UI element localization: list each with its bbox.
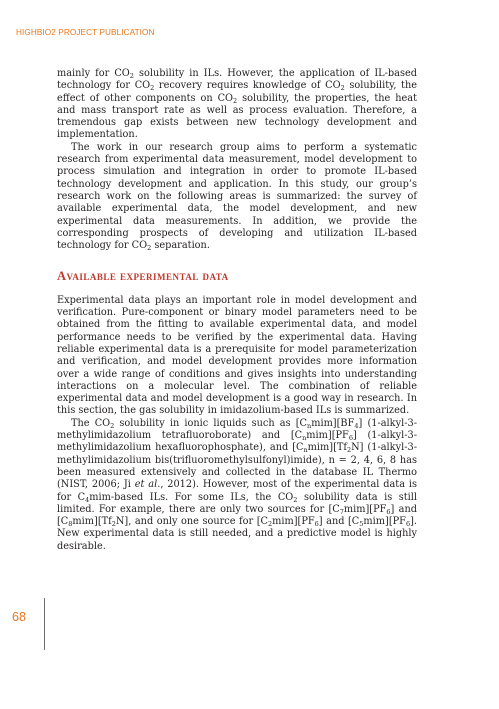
text-run: solubility in ILs. However, the application of IL-based technology for CO	[57, 68, 418, 92]
subscript: 2	[340, 84, 345, 93]
subscript: n	[302, 434, 307, 443]
margin-rule	[44, 598, 45, 650]
text-run: ] and [C	[318, 516, 360, 528]
text-run: The work in our research group aims to perform a systematic research from experimental data measurement, model development to process simulation and integration in order to promote IL-based technology development and application. In this study, our group’s research work on the following areas is summarized: the survey of available experimental data, the model development, and new experimental data measurements. In addition, we provide the corresponding prospects of developing and utilization IL-based technology for CO	[57, 141, 417, 252]
body-text	[57, 68, 417, 553]
text-run: separation.	[151, 240, 210, 252]
subscript: 6	[405, 520, 411, 529]
subscript: 7	[339, 507, 344, 516]
italic-text: et al	[134, 479, 158, 491]
subscript: n	[303, 446, 308, 455]
text-run: mim-based ILs. For some ILs, the CO	[89, 491, 294, 503]
subscript: 6	[386, 507, 391, 516]
running-header: HIGHBIO2 PROJECT PUBLICATION	[16, 28, 155, 37]
paragraph-2	[57, 142, 417, 253]
subscript: 4	[85, 495, 90, 504]
text-run: solubility in ionic liquids such as [C	[114, 417, 308, 429]
subscript: 5	[359, 520, 364, 529]
subscript: 6	[314, 520, 319, 529]
text-run: mim][BF	[311, 417, 355, 429]
text-run: mim][Tf	[72, 516, 112, 528]
paragraph-4	[57, 418, 417, 553]
text-run: solubility, the effect of other components on CO	[57, 80, 418, 104]
text-run: ]. New experimental data is still needed, and a predictive model is highly desirable.	[57, 516, 417, 552]
text-run: The CO	[71, 417, 111, 429]
subscript: n	[307, 421, 312, 430]
text-run: N] (1-alkyl-3-methylimidazolium bis(trifluoromethylsulfonyl)imide), n = 2, 4, 6, 8 has been measured extensively and collected in the database IL Thermo (NIST, 2006; Ji	[57, 442, 417, 491]
text-run: ., 2012). However, most of the experimental data is for C	[57, 479, 418, 503]
text-run: mim][Tf	[307, 442, 347, 454]
subscript: 2	[267, 520, 273, 529]
subscript: 2	[293, 495, 298, 504]
text-run: ] and [C	[57, 503, 417, 528]
paragraph-3: Experimental data plays an important role in model development and verification. Pure-component or binary model parameters need to be obtained from the fitting to available experimental data, and model performance needs to be verified by the experimental data. Having reliable experimental data is a prerequisite for model parameterization and verification, and model development provides more information over a wide range of conditions and gives insights into understanding interactions on a molecular level. The combination of reliable experimental data and model development is a good way in research. In this section, the gas solubility in imidazolium-based ILs is summarized.	[57, 294, 417, 417]
text-run: ] (1-alkyl-3-methylimidazolium hexafluorophosphate), and [C	[57, 430, 417, 454]
text-run: ] (1-alkyl-3-methylimidazolium tetrafluoroborate) and [C	[57, 417, 417, 442]
text-run: mim][PF	[306, 430, 349, 442]
paragraph-1	[57, 68, 417, 142]
text-run: mim][PF	[343, 503, 387, 515]
text-run: recovery requires knowledge of CO	[154, 80, 341, 92]
subscript: 2	[147, 244, 152, 253]
subscript: 2	[129, 72, 134, 80]
subscript: 2	[150, 84, 155, 93]
text-run: solubility data is still limited. For example, there are only two sources for [C	[57, 491, 417, 515]
text-run: N], and only one source for [C	[115, 516, 268, 528]
subscript: 8	[68, 520, 73, 529]
text-run: solubility, the properties, the heat and mass transport rate as well as process evaluation. Therefore, a tremendous gap exists between new technology development and implementation.	[57, 92, 417, 141]
subscript: 4	[354, 421, 359, 430]
text-run: mainly for CO	[57, 68, 130, 79]
subscript: 2	[111, 520, 116, 529]
section-heading: Available experimental data	[57, 269, 229, 284]
text-run: mim][PF	[272, 516, 315, 528]
subscript: 6	[348, 434, 353, 443]
subscript: 2	[347, 446, 352, 455]
page-number: 68	[12, 610, 26, 624]
text-run: mim][PF	[363, 516, 406, 528]
subscript: 2	[110, 421, 115, 430]
subscript: 2	[233, 96, 238, 105]
